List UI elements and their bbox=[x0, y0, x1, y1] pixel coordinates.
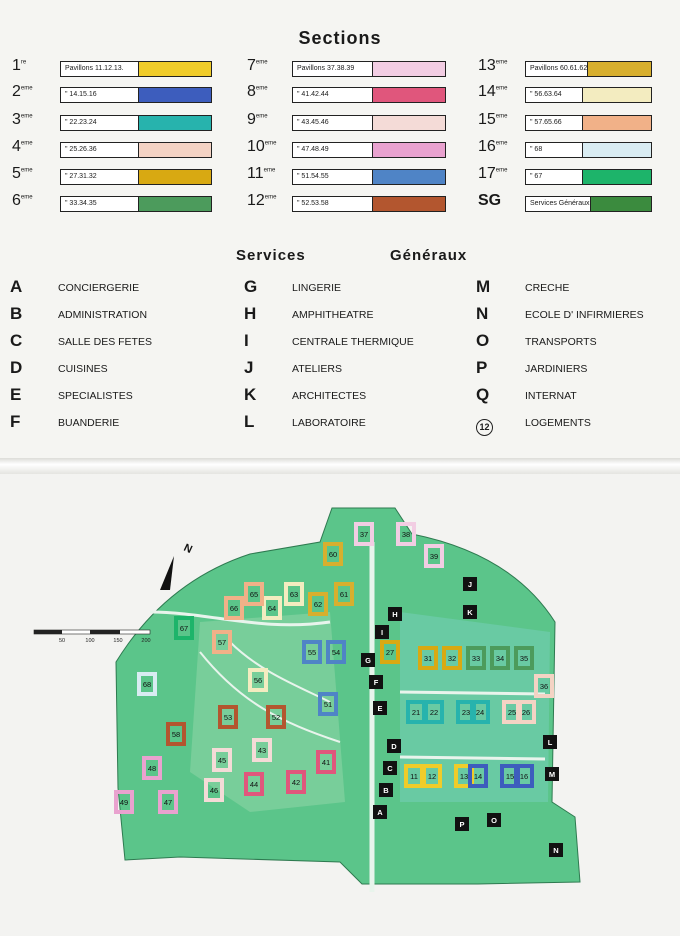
section-number bbox=[12, 111, 33, 129]
section-swatch-box bbox=[292, 142, 446, 158]
section-row bbox=[247, 138, 444, 158]
service-letter: C bbox=[10, 331, 23, 350]
pavilion-number: 52 bbox=[271, 713, 281, 722]
section-swatch-box bbox=[525, 196, 652, 212]
section-number-text: 3 bbox=[12, 111, 21, 128]
service-row bbox=[10, 414, 210, 432]
service-row bbox=[10, 360, 210, 378]
section-row bbox=[247, 192, 444, 212]
section-number-text: 6 bbox=[12, 192, 21, 209]
service-letter: D bbox=[10, 358, 23, 377]
section-pavilions-label: Services Généraux bbox=[530, 200, 590, 207]
section-number bbox=[247, 138, 276, 156]
section-number bbox=[478, 57, 507, 75]
service-label: AMPHITHEATRE bbox=[292, 309, 374, 321]
pavilion-number: 37 bbox=[359, 530, 369, 539]
section-pavilions-label: " 51.54.55 bbox=[297, 173, 329, 180]
service-label: CUISINES bbox=[58, 363, 108, 375]
section-color-swatch bbox=[372, 143, 445, 157]
pavilion-number: 27 bbox=[385, 648, 395, 657]
section-row bbox=[478, 111, 650, 131]
service-row bbox=[476, 306, 676, 324]
service-building-label: D bbox=[391, 742, 397, 751]
service-row bbox=[10, 387, 210, 405]
pavilion-number: 68 bbox=[142, 680, 152, 689]
section-row bbox=[478, 83, 650, 103]
section-number-suffix: eme bbox=[495, 59, 508, 66]
hospital-site-map bbox=[0, 472, 680, 936]
pavilion-number: 61 bbox=[339, 590, 349, 599]
section-number-suffix: eme bbox=[255, 85, 268, 92]
pavilion-number: 53 bbox=[223, 713, 233, 722]
section-row bbox=[12, 111, 210, 131]
pavilion-number: 49 bbox=[119, 798, 129, 807]
section-swatch-box bbox=[525, 87, 652, 103]
section-number-suffix: eme bbox=[20, 167, 33, 174]
section-swatch-box bbox=[60, 61, 212, 77]
pavilion-number: 39 bbox=[429, 552, 439, 561]
service-row bbox=[10, 279, 210, 297]
east-road-2 bbox=[400, 757, 545, 759]
east-road-1 bbox=[400, 692, 545, 694]
pavilion-number: 42 bbox=[291, 778, 301, 787]
service-building-label: C bbox=[387, 764, 393, 773]
service-letter: O bbox=[476, 331, 490, 350]
section-number bbox=[247, 57, 268, 75]
section-number-suffix: eme bbox=[263, 167, 276, 174]
service-building-label: J bbox=[467, 580, 473, 589]
section-number-text: 11 bbox=[247, 165, 264, 182]
section-number-text: 15 bbox=[478, 111, 496, 128]
scale-tick-label: 200 bbox=[141, 638, 151, 644]
services-title-1: Services bbox=[236, 247, 306, 264]
scale-tick-label: 50 bbox=[58, 638, 66, 644]
pavilion-number: 58 bbox=[171, 730, 181, 739]
pavilion-number: 60 bbox=[328, 550, 338, 559]
section-number-text: 13 bbox=[478, 57, 496, 74]
section-pavilions-label: " 52.53.58 bbox=[297, 200, 329, 207]
service-label: LABORATOIRE bbox=[292, 417, 366, 429]
pavilion-number: 55 bbox=[307, 648, 317, 657]
section-color-swatch bbox=[582, 170, 651, 184]
section-swatch-box bbox=[292, 196, 446, 212]
section-pavilions-label: " 57.65.66 bbox=[530, 119, 562, 126]
section-color-swatch bbox=[372, 170, 445, 184]
service-row bbox=[244, 387, 444, 405]
section-number-suffix: eme bbox=[20, 194, 33, 201]
pavilion-number: 22 bbox=[429, 708, 439, 717]
section-pavilions-label: " 25.26.36 bbox=[65, 146, 97, 153]
service-row bbox=[476, 387, 676, 405]
section-number-text: 1 bbox=[12, 57, 21, 74]
service-label: ATELIERS bbox=[292, 363, 342, 375]
pavilion-number: 51 bbox=[323, 700, 333, 709]
pavilion-number: 66 bbox=[229, 604, 239, 613]
service-label: SPECIALISTES bbox=[58, 390, 133, 402]
service-row bbox=[476, 333, 676, 351]
section-row bbox=[12, 165, 210, 185]
section-number-suffix: eme bbox=[264, 194, 277, 201]
pavilion-number: 54 bbox=[331, 648, 341, 657]
section-number bbox=[478, 192, 501, 210]
service-row bbox=[244, 414, 444, 432]
service-label: CRECHE bbox=[525, 282, 570, 294]
service-letter: F bbox=[10, 412, 21, 431]
section-number-text: SG bbox=[478, 192, 502, 209]
section-number bbox=[12, 165, 33, 183]
section-swatch-box bbox=[60, 169, 212, 185]
pavilion-number: 48 bbox=[147, 764, 157, 773]
service-label: INTERNAT bbox=[525, 390, 577, 402]
pavilion-number: 46 bbox=[209, 786, 219, 795]
section-color-swatch bbox=[582, 88, 651, 102]
pavilion-number: 12 bbox=[427, 772, 437, 781]
section-swatch-box bbox=[60, 87, 212, 103]
section-number bbox=[247, 111, 268, 129]
scale-bar-segment bbox=[90, 630, 120, 634]
service-label: CONCIERGERIE bbox=[58, 282, 140, 294]
service-building-label: G bbox=[365, 656, 371, 665]
section-color-swatch bbox=[582, 116, 651, 130]
service-label: ARCHITECTES bbox=[292, 390, 367, 402]
section-row bbox=[12, 138, 210, 158]
section-number-suffix: re bbox=[20, 59, 27, 66]
section-swatch-box bbox=[292, 169, 446, 185]
service-label: JARDINIERS bbox=[525, 363, 588, 375]
section-swatch-box bbox=[292, 115, 446, 131]
section-number-suffix: eme bbox=[495, 140, 508, 147]
service-building-label: B bbox=[383, 786, 389, 795]
service-letter: G bbox=[244, 277, 258, 296]
service-label: LINGERIE bbox=[292, 282, 342, 294]
pavilion-number: 56 bbox=[253, 676, 263, 685]
section-swatch-box bbox=[525, 169, 652, 185]
section-swatch-box bbox=[525, 115, 652, 131]
service-letter: P bbox=[476, 358, 488, 377]
section-number-text: 10 bbox=[247, 138, 265, 155]
section-swatch-box bbox=[292, 87, 446, 103]
service-letter: H bbox=[244, 304, 257, 323]
pavilion-number: 62 bbox=[313, 600, 323, 609]
service-row bbox=[244, 279, 444, 297]
pavilion-number: 14 bbox=[473, 772, 483, 781]
service-letter: Q bbox=[476, 385, 490, 404]
section-pavilions-label: " 68 bbox=[530, 146, 543, 153]
pavilion-number: 35 bbox=[519, 654, 529, 663]
service-building-label: O bbox=[491, 816, 497, 825]
service-label: ADMINISTRATION bbox=[58, 309, 148, 321]
section-number bbox=[247, 192, 276, 210]
pavilion-number: 15 bbox=[505, 772, 515, 781]
pavilion-number: 38 bbox=[401, 530, 411, 539]
services-title-2: Généraux bbox=[390, 247, 468, 264]
pavilion-number: 34 bbox=[495, 654, 505, 663]
pavilion-number: 21 bbox=[411, 708, 421, 717]
section-color-swatch bbox=[582, 143, 651, 157]
service-letter bbox=[476, 415, 493, 436]
pavilion-number: 16 bbox=[519, 772, 529, 781]
service-row bbox=[476, 414, 676, 432]
section-pavilions-label: " 27.31.32 bbox=[65, 173, 97, 180]
service-building-label: F bbox=[373, 678, 379, 687]
section-color-swatch bbox=[138, 143, 211, 157]
service-letter: J bbox=[244, 358, 254, 377]
service-building-label: L bbox=[547, 738, 553, 747]
pavilion-number: 36 bbox=[539, 682, 549, 691]
section-number bbox=[478, 111, 507, 129]
section-pavilions-label: " 56.63.64 bbox=[530, 91, 562, 98]
section-number-text: 14 bbox=[478, 83, 496, 100]
section-pavilions-label: " 43.45.46 bbox=[297, 119, 329, 126]
pavilion-number: 23 bbox=[461, 708, 471, 717]
service-label: LOGEMENTS bbox=[525, 417, 591, 429]
section-row bbox=[247, 165, 444, 185]
service-letter: M bbox=[476, 277, 491, 296]
section-row bbox=[12, 192, 210, 212]
section-number-text: 5 bbox=[12, 165, 21, 182]
service-label: BUANDERIE bbox=[58, 417, 120, 429]
section-swatch-box bbox=[525, 142, 652, 158]
pavilion-number: 45 bbox=[217, 756, 227, 765]
section-number-suffix: eme bbox=[264, 140, 277, 147]
service-building-label: E bbox=[377, 704, 383, 713]
section-row bbox=[247, 111, 444, 131]
pavilion-number: 31 bbox=[423, 654, 433, 663]
section-row bbox=[478, 138, 650, 158]
service-letter: I bbox=[244, 331, 249, 350]
service-row bbox=[244, 360, 444, 378]
section-color-swatch bbox=[372, 88, 445, 102]
section-number-suffix: eme bbox=[495, 113, 508, 120]
pavilion-number: 67 bbox=[179, 624, 189, 633]
section-number-suffix: eme bbox=[20, 85, 33, 92]
pavilion-number: 26 bbox=[521, 708, 531, 717]
service-building-label: M bbox=[548, 770, 556, 779]
section-swatch-box bbox=[60, 115, 212, 131]
section-number bbox=[12, 83, 33, 101]
section-number bbox=[478, 138, 507, 156]
section-number-text: 12 bbox=[247, 192, 265, 209]
service-row bbox=[476, 360, 676, 378]
pavilion-number: 65 bbox=[249, 590, 259, 599]
service-row bbox=[244, 306, 444, 324]
service-label: ECOLE D' INFIRMIERES bbox=[525, 309, 644, 321]
scale-tick-label: 100 bbox=[85, 638, 95, 644]
pavilion-number: 63 bbox=[289, 590, 299, 599]
service-row bbox=[10, 306, 210, 324]
section-pavilions-label: Pavillons 60.61.62 bbox=[530, 65, 588, 72]
pavilion-number: 43 bbox=[257, 746, 267, 755]
service-building-label: N bbox=[553, 846, 559, 855]
service-letter: N bbox=[476, 304, 489, 323]
pavilion-number: 44 bbox=[249, 780, 259, 789]
section-pavilions-label: Pavillons 37.38.39 bbox=[297, 65, 355, 72]
service-building-label: H bbox=[392, 610, 398, 619]
sections-title: Sections bbox=[298, 28, 382, 48]
section-number bbox=[12, 192, 33, 210]
scale-bar-segment bbox=[34, 630, 62, 634]
section-number-text: 16 bbox=[478, 138, 496, 155]
section-pavilions-label: Pavillons 11.12.13. bbox=[65, 65, 124, 72]
service-letter: L bbox=[244, 412, 255, 431]
service-building-label: K bbox=[467, 608, 473, 617]
section-color-swatch bbox=[138, 62, 211, 76]
service-building-label: I bbox=[380, 628, 384, 637]
pavilion-number: 57 bbox=[217, 638, 227, 647]
section-number-suffix: eme bbox=[20, 140, 33, 147]
section-number-text: 2 bbox=[12, 83, 21, 100]
section-row bbox=[247, 57, 444, 77]
housing-circle-icon: 12 bbox=[476, 419, 493, 436]
pavilion-number: 25 bbox=[507, 708, 517, 717]
pavilion-number: 33 bbox=[471, 654, 481, 663]
section-number-suffix: eme bbox=[495, 167, 508, 174]
section-number-text: 17 bbox=[478, 165, 496, 182]
section-pavilions-label: " 41.42.44 bbox=[297, 91, 329, 98]
pavilion-number: 24 bbox=[475, 708, 485, 717]
section-color-swatch bbox=[138, 116, 211, 130]
section-color-swatch bbox=[138, 88, 211, 102]
section-row bbox=[12, 57, 210, 77]
service-row bbox=[476, 279, 676, 297]
section-number-text: 9 bbox=[247, 111, 256, 128]
service-label: SALLE DES FETES bbox=[58, 336, 152, 348]
section-swatch-box bbox=[292, 61, 446, 77]
section-swatch-box bbox=[60, 196, 212, 212]
section-number bbox=[12, 57, 26, 75]
section-number bbox=[478, 83, 507, 101]
section-number-suffix: eme bbox=[255, 113, 268, 120]
section-row bbox=[478, 57, 650, 77]
service-label: TRANSPORTS bbox=[525, 336, 597, 348]
service-letter: E bbox=[10, 385, 22, 404]
pavilion-number: 41 bbox=[321, 758, 331, 767]
section-number-suffix: eme bbox=[20, 113, 33, 120]
section-number-suffix: eme bbox=[495, 85, 508, 92]
section-row bbox=[12, 83, 210, 103]
section-pavilions-label: " 14.15.16 bbox=[65, 91, 97, 98]
service-letter: B bbox=[10, 304, 23, 323]
service-letter: K bbox=[244, 385, 257, 404]
section-row bbox=[478, 165, 650, 185]
section-row bbox=[478, 192, 650, 212]
section-number-text: 4 bbox=[12, 138, 21, 155]
pavilion-number: 64 bbox=[267, 604, 277, 613]
section-color-swatch bbox=[372, 197, 445, 211]
section-number bbox=[12, 138, 33, 156]
section-row bbox=[247, 83, 444, 103]
pavilion-number: 13 bbox=[459, 772, 469, 781]
section-number-text: 7 bbox=[247, 57, 256, 74]
service-row bbox=[10, 333, 210, 351]
section-color-swatch bbox=[587, 62, 651, 76]
section-swatch-box bbox=[525, 61, 652, 77]
north-arrow-icon bbox=[160, 556, 174, 590]
section-pavilions-label: " 33.34.35 bbox=[65, 200, 97, 207]
service-building-label: A bbox=[377, 808, 383, 817]
section-number bbox=[478, 165, 507, 183]
section-pavilions-label: " 67 bbox=[530, 173, 543, 180]
section-number-suffix: eme bbox=[255, 59, 268, 66]
section-color-swatch bbox=[372, 62, 445, 76]
section-pavilions-label: " 22.23.24 bbox=[65, 119, 97, 126]
pavilion-number: 47 bbox=[163, 798, 173, 807]
service-letter: A bbox=[10, 277, 23, 296]
section-pavilions-label: " 47.48.49 bbox=[297, 146, 329, 153]
pavilion-number: 32 bbox=[447, 654, 457, 663]
section-color-swatch bbox=[138, 170, 211, 184]
service-building-label: P bbox=[459, 820, 465, 829]
service-label: CENTRALE THERMIQUE bbox=[292, 336, 414, 348]
scale-tick-label: 150 bbox=[113, 638, 123, 644]
section-number bbox=[247, 83, 268, 101]
section-number bbox=[247, 165, 275, 183]
section-swatch-box bbox=[60, 142, 212, 158]
section-number-text: 8 bbox=[247, 83, 256, 100]
section-color-swatch bbox=[138, 197, 211, 211]
north-label: N bbox=[181, 541, 195, 557]
section-color-swatch bbox=[372, 116, 445, 130]
pavilion-number: 11 bbox=[410, 772, 418, 781]
section-color-swatch bbox=[590, 197, 651, 211]
service-row bbox=[244, 333, 444, 351]
